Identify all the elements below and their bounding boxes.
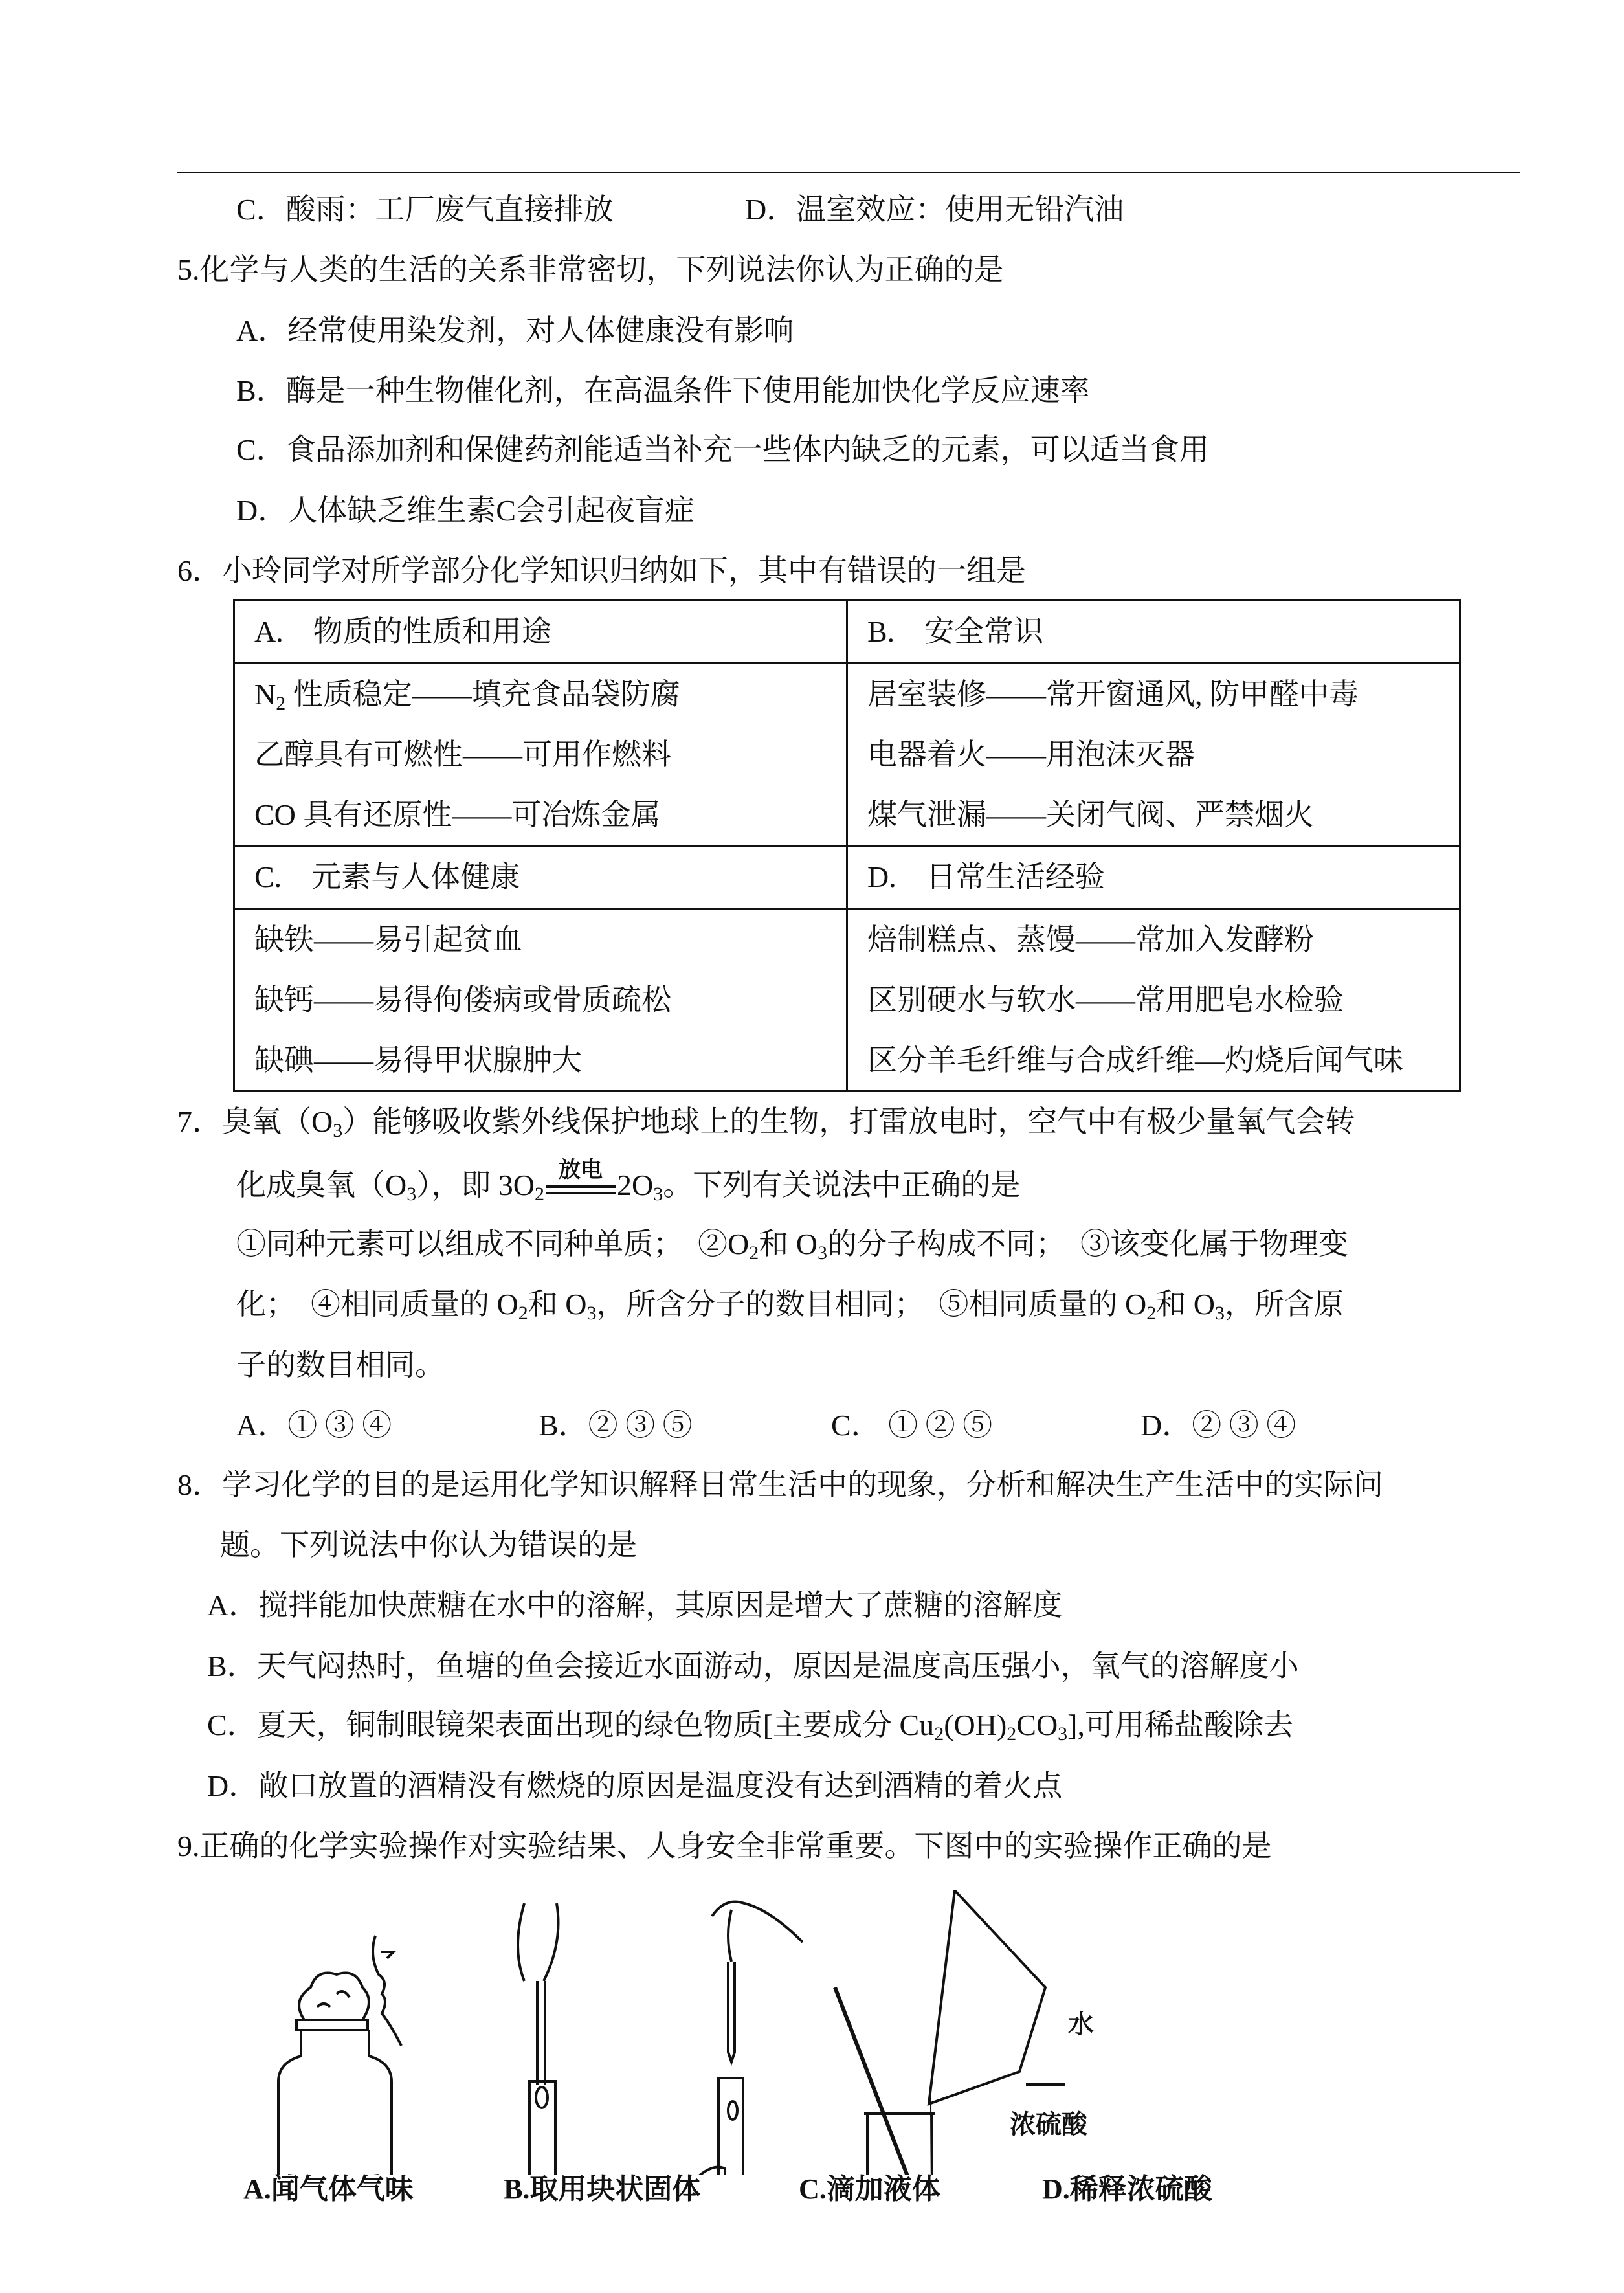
text-segment: 的分子构成不同； ③该变化属于物理变 — [827, 1227, 1348, 1260]
q7-option-c — [831, 1406, 992, 1445]
row — [867, 664, 1459, 724]
subscript: 2 — [749, 1242, 759, 1264]
equation-right — [616, 1169, 1021, 1205]
row — [254, 910, 846, 970]
subscript: 3 — [586, 1303, 597, 1324]
text-segment: ①同种元素可以组成不同种单质； ②O — [236, 1227, 750, 1260]
question-8 — [177, 1466, 1383, 1504]
equation-left — [236, 1169, 544, 1205]
text-segment: 缺铁——易引起贫血 — [254, 923, 522, 956]
subscript: 2 — [518, 1303, 528, 1324]
text-segment: 区分羊毛纤维与合成纤维—灼烧后闻气味 — [867, 1044, 1403, 1077]
text-segment: 居室装修——常开窗通风, 防甲醛中毒 — [867, 678, 1359, 711]
cell-d-body — [847, 909, 1460, 1091]
text-segment: B．酶是一种生物催化剂，在高温条件下使用能加快化学反应速率 — [236, 374, 1090, 407]
gas-bottle-drawing — [278, 1936, 401, 2175]
subscript: 2 — [534, 1183, 544, 1205]
text-segment: 和 O — [759, 1227, 818, 1260]
caption-d: D.稀释浓硫酸 — [1042, 2173, 1212, 2205]
q7-equation-line — [236, 1157, 1021, 1205]
text-segment: 9.正确的化学实验操作对实验结果、人身安全非常重要。下图中的实验操作正确的是 — [177, 1829, 1272, 1862]
caption-b: B.取用块状固体 — [504, 2173, 701, 2205]
text-segment: B．② ③ ⑤ — [539, 1409, 693, 1442]
text-segment: D．敞口放置的酒精没有燃烧的原因是温度没有达到酒精的着火点 — [207, 1769, 1063, 1802]
q8-option-b — [207, 1647, 1299, 1686]
text-segment: B．天气闷热时，鱼塘的鱼会接近水面游动，原因是温度高压强小，氧气的溶解度小 — [207, 1650, 1299, 1683]
reaction-arrow — [546, 1157, 616, 1201]
text-segment: 7．臭氧（O — [177, 1105, 333, 1138]
row — [867, 970, 1459, 1030]
test-tube-tweezers-drawing — [466, 1903, 559, 2175]
text-segment: ）能够吸收紫外线保护地球上的生物，打雷放电时，空气中有极少量氧气会转 — [342, 1105, 1355, 1138]
subscript: 2 — [1007, 1723, 1017, 1745]
cell-c-body — [234, 909, 847, 1091]
cell-d-head: D. 日常生活经验 — [847, 846, 1460, 909]
row — [867, 785, 1459, 845]
text-segment: D．人体缺乏维生素C会引起夜盲症 — [236, 494, 695, 527]
text-segment: D．温室效应：使用无铅汽油 — [745, 193, 1124, 226]
text-segment: 性质稳定——填充食品袋防腐 — [285, 678, 680, 711]
text-segment: CO — [1016, 1708, 1058, 1741]
text-segment: C．酸雨：工厂废气直接排放 — [236, 193, 614, 226]
text-segment: 。下列有关说法中正确的是 — [663, 1169, 1021, 1202]
text-segment: A．搅拌能加快蔗糖在水中的溶解，其原因是增大了蔗糖的溶解度 — [207, 1589, 1063, 1622]
dropper-test-tube-drawing — [660, 1902, 803, 2176]
text-segment: 缺碘——易得甲状腺肿大 — [254, 1044, 582, 1077]
subscript: 3 — [653, 1183, 663, 1205]
subscript: 2 — [934, 1723, 944, 1745]
knowledge-table — [233, 599, 1461, 1092]
text-segment: 缺钙——易得佝偻病或骨质疏松 — [254, 983, 671, 1016]
text-segment: ），即 3O — [416, 1169, 535, 1202]
text-segment: A．经常使用染发剂，对人体健康没有影响 — [236, 314, 794, 347]
text-segment: ],可用稀盐酸除去 — [1067, 1708, 1293, 1741]
cell-a-head: A. 物质的性质和用途 — [234, 601, 847, 664]
reaction-condition: 放电 — [558, 1157, 603, 1183]
caption-c: C.滴加液体 — [799, 2173, 940, 2205]
experiment-figure — [220, 1890, 1450, 2175]
text-segment: CO 具有还原性——可冶炼金属 — [254, 798, 661, 831]
subscript: 2 — [1146, 1303, 1157, 1324]
text-segment: (OH) — [944, 1708, 1007, 1741]
q7-statements-2 — [236, 1285, 1344, 1324]
q8-option-c — [207, 1706, 1293, 1745]
question-6 — [177, 552, 1026, 590]
question-5 — [177, 251, 1004, 289]
q8-option-a — [207, 1586, 1062, 1625]
label-conc-sulfuric-acid: 浓硫酸 — [1010, 2110, 1087, 2139]
text-segment: C．夏天，铜制眼镜架表面出现的绿色物质[主要成分 Cu — [207, 1708, 935, 1741]
row — [254, 785, 846, 845]
question-7 — [177, 1102, 1355, 1141]
text-segment: 和 O — [528, 1288, 587, 1321]
caption-a: A.闻气体气味 — [243, 2173, 414, 2205]
q5-option-b — [236, 372, 1090, 410]
cell-c-head: C. 元素与人体健康 — [234, 846, 847, 909]
text-segment: N — [254, 678, 276, 711]
q4-option-d — [745, 190, 1124, 229]
text-segment: A．① ③ ④ — [236, 1409, 392, 1442]
question-8-cont — [220, 1526, 637, 1565]
q7-option-d — [1140, 1406, 1296, 1445]
subscript: 3 — [406, 1183, 417, 1205]
row — [867, 910, 1459, 970]
q5-option-a — [236, 311, 794, 350]
subscript: 3 — [1214, 1303, 1225, 1324]
text-segment: 6．小玲同学对所学部分化学知识归纳如下，其中有错误的一组是 — [177, 554, 1026, 587]
text-segment: C． ① ② ⑤ — [831, 1409, 993, 1442]
text-segment: 化； ④相同质量的 O — [236, 1288, 518, 1321]
row — [867, 724, 1459, 785]
text-segment: 煤气泄漏——关闭气阀、严禁烟火 — [867, 798, 1314, 831]
question-9 — [177, 1827, 1272, 1866]
text-segment: 2O — [616, 1169, 654, 1202]
text-segment: 5.化学与人类的生活的关系非常密切，下列说法你认为正确的是 — [177, 253, 1004, 286]
text-segment: 电器着火——用泡沫灭器 — [867, 738, 1195, 771]
text-segment: 8．学习化学的目的是运用化学知识解释日常生活中的现象，分析和解决生产生活中的实际问 — [177, 1468, 1383, 1501]
subscript: 3 — [1058, 1723, 1068, 1745]
row — [254, 970, 846, 1030]
row — [254, 724, 846, 785]
row — [254, 664, 846, 724]
text-segment: 乙醇具有可燃性——可用作燃料 — [254, 738, 671, 771]
text-segment: ，所含分子的数目相同； ⑤相同质量的 O — [596, 1288, 1147, 1321]
text-segment: 焙制糕点、蒸馒——常加入发酵粉 — [867, 923, 1314, 956]
cell-b-head: B. 安全常识 — [847, 601, 1460, 664]
cell-b-body — [847, 664, 1460, 846]
text-segment: 区别硬水与软水——常用肥皂水检验 — [867, 983, 1344, 1016]
q7-statements-3 — [236, 1346, 445, 1385]
q7-statements-1 — [236, 1225, 1348, 1264]
q4-option-c — [236, 190, 614, 229]
text-segment: C．食品添加剂和保健药剂能适当补充一些体内缺乏的元素，可以适当食用 — [236, 433, 1209, 466]
text-segment: ，所含原 — [1224, 1288, 1344, 1321]
text-segment: 子的数目相同。 — [236, 1348, 445, 1381]
q7-option-a — [236, 1406, 392, 1445]
text-segment: 题。下列说法中你认为错误的是 — [220, 1528, 637, 1561]
q8-option-d — [207, 1767, 1062, 1806]
subscript: 2 — [276, 693, 286, 714]
row — [867, 1030, 1459, 1090]
cell-a-body — [234, 664, 847, 846]
label-water: 水 — [1068, 2009, 1094, 2039]
q5-option-c — [236, 431, 1209, 469]
subscript: 3 — [817, 1242, 827, 1264]
header-rule — [177, 172, 1520, 173]
text-segment: 化成臭氧（O — [236, 1169, 407, 1202]
q5-option-d — [236, 491, 695, 530]
row — [254, 1030, 846, 1090]
text-segment: D．② ③ ④ — [1140, 1409, 1296, 1442]
q7-option-b — [539, 1406, 693, 1445]
subscript: 3 — [333, 1120, 343, 1141]
text-segment: 和 O — [1156, 1288, 1215, 1321]
